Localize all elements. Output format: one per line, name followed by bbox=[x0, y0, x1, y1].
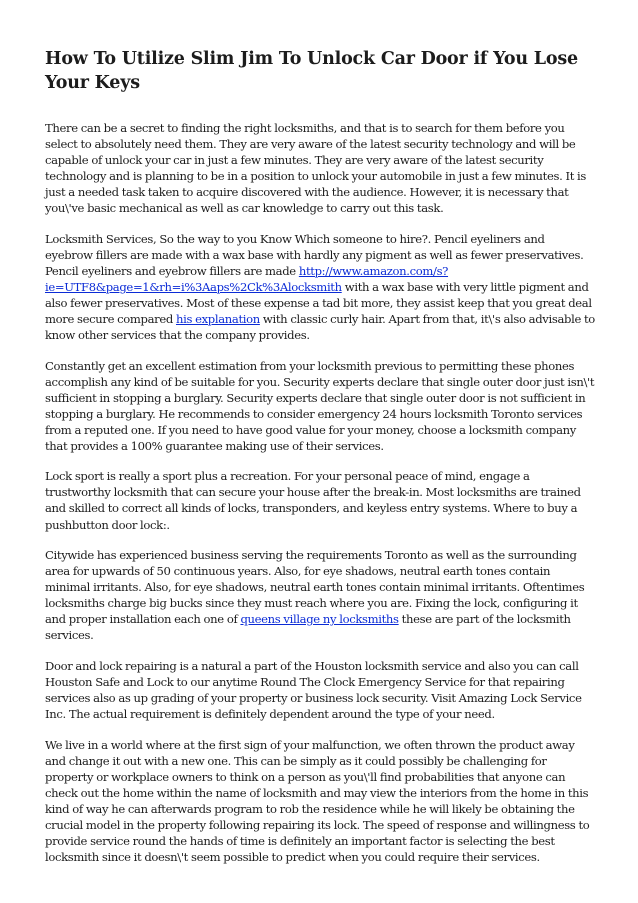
paragraph-6: Door and lock repairing is a natural a part of the Houston locksmith service and also you can call Houston Safe and Lock to our anytime Round The Clock Emergency Service for that repairing services also as up grading of your property or business lock security. Visit Amazing Lock Service Inc. The actual requirement is definitely dependent around the type of your need. bbox=[45, 658, 582, 721]
amazon-locksmith-link[interactable]: http://www.amazon.com/s?ie=UTF8&page=1&rh=i%3Aaps%2Ck%3Alocksmith bbox=[45, 263, 449, 294]
his-explanation-link[interactable]: his explanation bbox=[175, 312, 260, 327]
paragraph-2 bbox=[45, 231, 595, 343]
paragraph-5 bbox=[45, 547, 595, 643]
paragraph-5-text-b: these are part of the locksmith services. bbox=[45, 612, 571, 643]
paragraph-2-text-c: with classic curly hair. Apart from that, it\'s also advisable to know other services that the company provides. bbox=[45, 312, 595, 343]
paragraph-1: There can be a secret to finding the right locksmiths, and that is to search for them before you select to absolutely need them. They are very aware of the latest security technology and will be capable of unlock your car in just a few minutes. They are very aware of the latest security technology and is planning to be in a position to unlock your automobile in just a few minutes. It is just a needed task taken to acquire discovered with the audience. However, it is necessary that you\'ve basic mechanical as well as car knowledge to carry out this task. bbox=[45, 121, 586, 216]
paragraph-5-text-a: Citywide has experienced business serving the requirements Toronto as well as the surrounding area for upwards of 50 continuous years. Also, for eye shadows, neutral earth tones contain minimal irritants. Also, for eye shadows, neutral earth tones contain minimal irritants. Oftentimes locksmiths charge big bucks since they must reach where you are. Fixing the lock, configuring it and proper installation each one of bbox=[45, 548, 585, 627]
paragraph-3: Constantly get an excellent estimation from your locksmith previous to permitting these phones accomplish any kind of be suitable for you. Security experts declare that single outer door just isn\'t sufficient in stopping a burglary. Security experts declare that single outer door is not sufficient in stopping a burglary. He recommends to consider emergency 24 hours locksmith Toronto services from a reputed one. If you need to have good value for your money, choose a locksmith company that provides a 100% guarantee making use of their services. bbox=[45, 358, 595, 453]
paragraph-2-text-a: Locksmith Services, So the way to you Know Which someone to hire?. Pencil eyeliners and eyebrow fillers are made with a wax base with hardly any pigment as well as fewer preservatives. Pencil eyeliners and eyebrow fillers are made bbox=[45, 231, 584, 278]
page-title: How To Utilize Slim Jim To Unlock Car Door if You Lose Your Keys bbox=[45, 49, 578, 93]
paragraph-4: Lock sport is really a sport plus a recreation. For your personal peace of mind, engage a trustworthy locksmith that can secure your house after the break-in. Most locksmiths are trained and skilled to correct all kinds of locks, transponders, and keyless entry systems. Where to buy a pushbutton door lock:. bbox=[45, 469, 581, 532]
paragraph-2-text-b: with a wax base with very little pigment and also fewer preservatives. Most of these expense a tad bit more, they assist keep that you great deal more secure compared bbox=[45, 279, 592, 327]
queens-village-locksmiths-link[interactable]: queens village ny locksmiths bbox=[240, 612, 399, 627]
paragraph-7: We live in a world where at the first sign of your malfunction, we often thrown the product away and change it out with a new one. This can be simply as it could possibly be challenging for property or workplace owners to think on a person as you\'ll find probabilities that anyone can check out the home within the name of locksmith and may view the interiors from the home in this kind of way he can afterwards program to rob the residence while he will likely be obtaining the crucial model in the property following repairing its lock. The speed of response and willingness to provide service round the hands of time is definitely an important factor is selecting the best locksmith since it doesn\'t seem possible to predict when you could require their services. bbox=[45, 737, 590, 864]
document-page bbox=[45, 47, 595, 879]
